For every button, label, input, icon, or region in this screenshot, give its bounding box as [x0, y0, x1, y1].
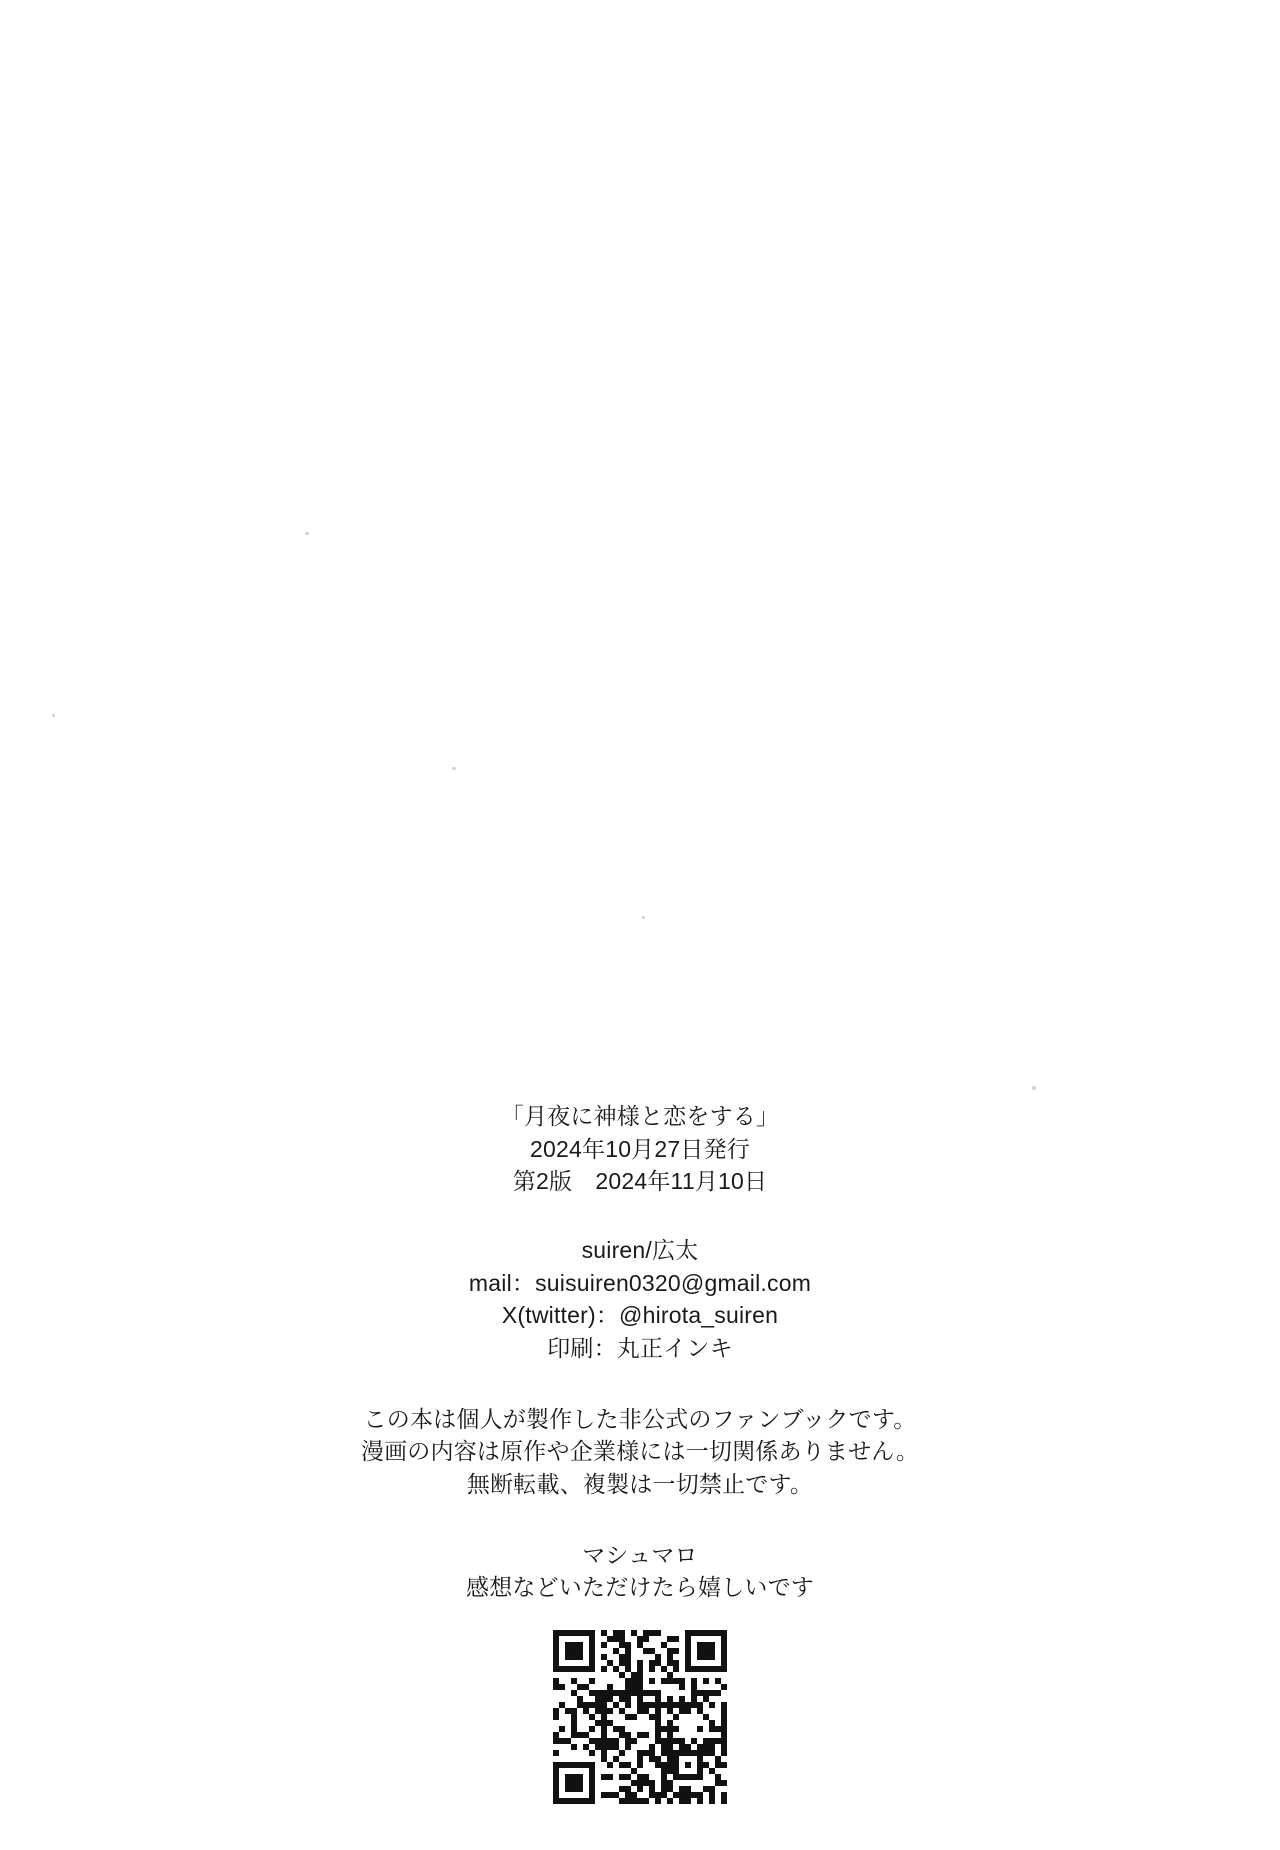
printer-name: 印刷：丸正インキ: [547, 1334, 733, 1361]
mail-address: mail：suisuiren0320@gmail.com: [468, 1269, 812, 1296]
notice-line-2: 漫画の内容は原作や企業様には一切関係ありません。: [360, 1438, 920, 1465]
contact-block: [469, 1234, 811, 1365]
paper-speck: [52, 714, 55, 717]
work-title: 「月夜に神様と恋をする」: [500, 1103, 780, 1129]
title-block: [501, 1100, 779, 1198]
marshmallow-block: [466, 1539, 814, 1604]
edition-info: 第2版 2024年11月10日: [512, 1168, 768, 1195]
circle-author: suiren/広太: [581, 1236, 699, 1263]
twitter-handle: X(twitter)：@hirota_suiren: [501, 1302, 779, 1329]
notice-line-3: 無断転載、複製は一切禁止です。: [466, 1470, 814, 1497]
paper-speck: [642, 916, 645, 919]
marshmallow-qr-code[interactable]: [553, 1630, 727, 1804]
paper-speck: [305, 532, 309, 535]
paper-speck: [452, 767, 456, 770]
marshmallow-invite-text: 感想などいただけたら嬉しいです: [466, 1574, 814, 1601]
colophon: [0, 1100, 1280, 1804]
notice-line-1: この本は個人が製作した非公式のファンブックです。: [363, 1405, 917, 1432]
paper-speck: [1032, 1086, 1036, 1090]
qr-code-wrap: [553, 1630, 727, 1804]
publish-date: 2024年10月27日発行: [530, 1135, 750, 1162]
notice-block: [361, 1403, 919, 1501]
marshmallow-service-name: マシュマロ: [582, 1541, 698, 1568]
